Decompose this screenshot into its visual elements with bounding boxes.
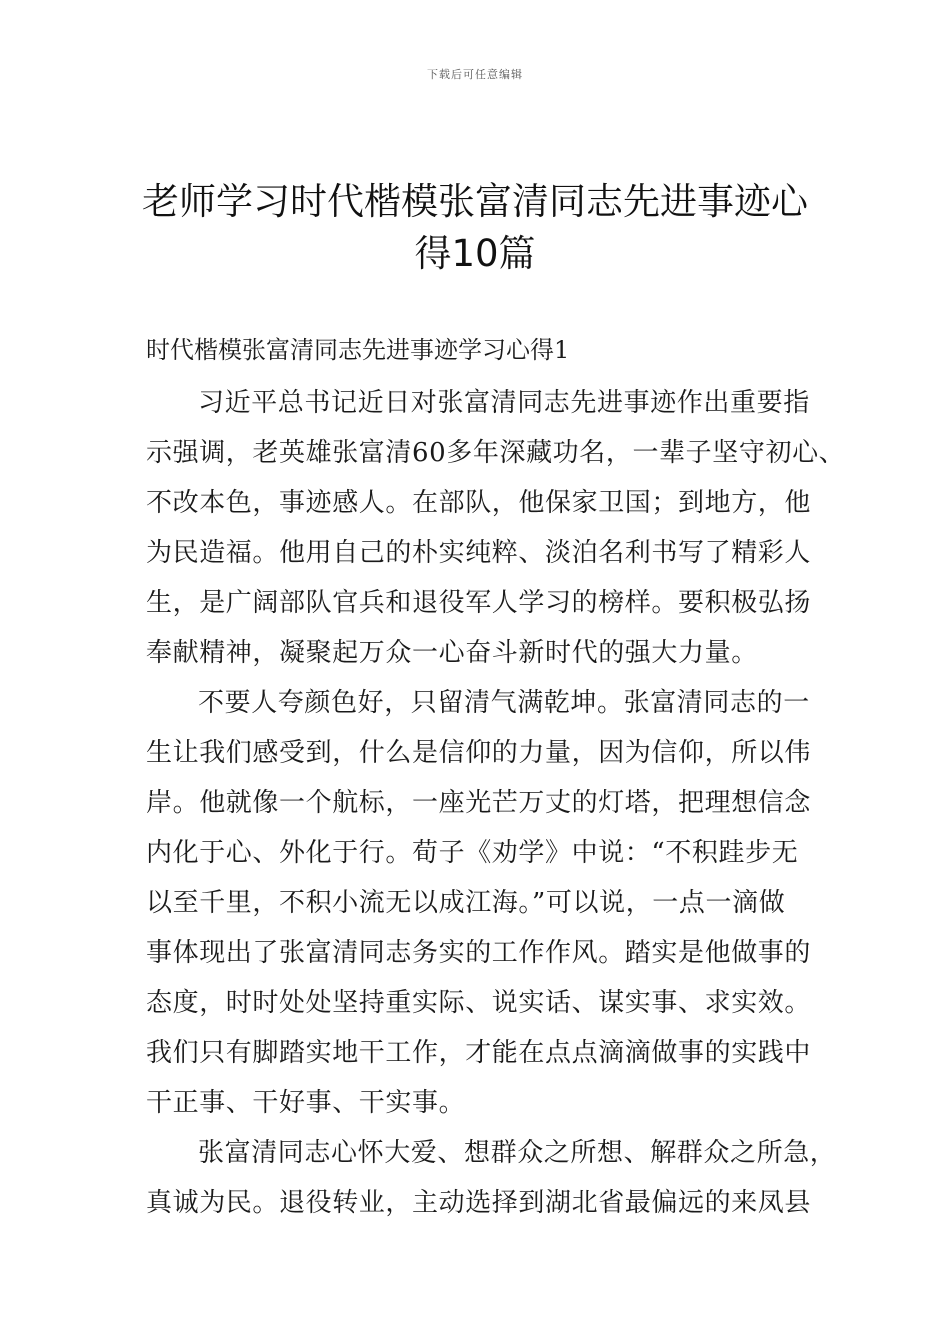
paragraph-line: 事体现出了张富清同志务实的工作作风。踏实是他做事的 (146, 938, 812, 968)
document-title-line-2: 得10篇 (414, 232, 536, 275)
paragraph-line: 真诚为民。退役转业，主动选择到湖北省最偏远的来凤县 (146, 1188, 812, 1218)
paragraph-line: 习近平总书记近日对张富清同志先进事迹作出重要指 (198, 388, 810, 418)
paragraph-line: 态度，时时处处坚持重实际、说实话、谋实事、求实效。 (146, 988, 812, 1018)
paragraph-line: 不要人夸颜色好，只留清气满乾坤。张富清同志的一 (198, 688, 810, 718)
paragraph-line: 不改本色，事迹感人。在部队，他保家卫国；到地方，他 (146, 488, 812, 518)
paragraph-line: 奉献精神，凝聚起万众一心奋斗新时代的强大力量。 (146, 638, 758, 668)
paragraph-line: 内化于心、外化于行。荀子《劝学》中说：“不积跬步无 (146, 838, 799, 868)
paragraph-line: 为民造福。他用自己的朴实纯粹、淡泊名利书写了精彩人 (146, 538, 812, 568)
document-title-line-1: 老师学习时代楷模张富清同志先进事迹心 (142, 180, 808, 223)
paragraph-line: 生让我们感受到，什么是信仰的力量，因为信仰，所以伟 (146, 738, 812, 768)
page-header-note: 下载后可任意编辑 (427, 68, 523, 81)
document-title (120, 176, 830, 280)
document-body (146, 378, 846, 1228)
paragraph-1 (146, 378, 846, 678)
paragraph-line: 生，是广阔部队官兵和退役军人学习的榜样。要积极弘扬 (146, 588, 812, 618)
paragraph-2 (146, 678, 831, 1128)
paragraph-line: 岸。他就像一个航标，一座光芒万丈的灯塔，把理想信念 (146, 788, 812, 818)
paragraph-3 (146, 1128, 837, 1228)
paragraph-line: 以至千里，不积小流无以成江海。”可以说，一点一滴做 (146, 888, 786, 918)
paragraph-line: 张富清同志心怀大爱、想群众之所想、解群众之所急， (198, 1138, 837, 1168)
paragraph-line: 示强调，老英雄张富清60多年深藏功名，一辈子坚守初心、 (146, 438, 846, 468)
paragraph-line: 我们只有脚踏实地干工作，才能在点点滴滴做事的实践中 (146, 1038, 812, 1068)
paragraph-line: 干正事、干好事、干实事。 (146, 1088, 466, 1118)
section-heading: 时代楷模张富清同志先进事迹学习心得1 (146, 336, 570, 364)
